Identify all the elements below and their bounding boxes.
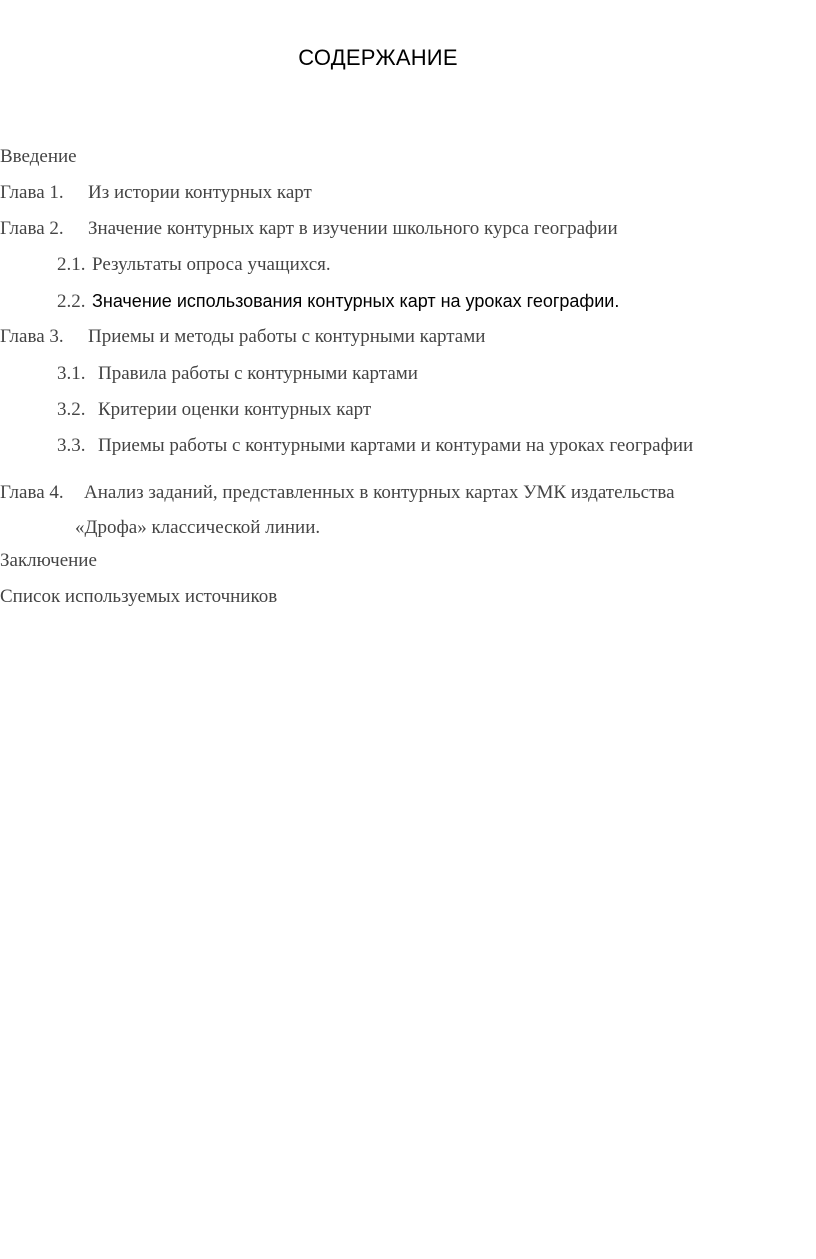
toc-chapter-3-number: Глава 3. — [0, 326, 64, 347]
toc-section-3-1-number: 3.1. — [57, 363, 86, 384]
toc-chapter-4-number: Глава 4. — [0, 482, 64, 503]
page-title: СОДЕРЖАНИЕ — [298, 45, 458, 70]
toc-section-2-2-text: Значение использования контурных карт на уроках географии. — [92, 291, 620, 311]
toc-section-3-2-text: Критерии оценки контурных карт — [98, 399, 372, 420]
toc-section-3-3 — [57, 435, 693, 457]
toc-section-2-1 — [57, 254, 331, 276]
toc-section-3-1 — [57, 363, 418, 385]
toc-chapter-2-number: Глава 2. — [0, 218, 64, 239]
toc-conclusion: Заключение — [0, 550, 97, 571]
toc-chapter-4-continuation: «Дрофа» классической линии. — [75, 517, 321, 538]
toc-chapter-3-text: Приемы и методы работы с контурными картами — [88, 326, 486, 347]
toc-section-2-2-number: 2.2. — [57, 291, 86, 312]
toc-introduction: Введение — [0, 146, 77, 167]
toc-sources: Список используемых источников — [0, 586, 278, 607]
toc-section-2-2 — [57, 290, 619, 313]
toc-section-3-1-text: Правила работы с контурными картами — [98, 363, 418, 384]
toc-section-2-1-number: 2.1. — [57, 254, 86, 275]
toc-chapter-3 — [0, 326, 485, 348]
toc-chapter-1-number: Глава 1. — [0, 182, 64, 203]
toc-chapter-1-text: Из истории контурных карт — [88, 182, 312, 203]
toc-chapter-2 — [0, 218, 618, 240]
toc-section-3-3-number: 3.3. — [57, 435, 86, 456]
toc-section-3-2 — [57, 399, 371, 421]
toc-section-3-3-text: Приемы работы с контурными картами и контурами на уроках географии — [98, 435, 694, 456]
toc-section-3-2-number: 3.2. — [57, 399, 86, 420]
toc-chapter-4 — [0, 482, 675, 504]
toc-section-2-1-text: Результаты опроса учащихся. — [92, 254, 331, 275]
toc-chapter-2-text: Значение контурных карт в изучении школьного курса географии — [88, 218, 618, 239]
toc-chapter-4-text: Анализ заданий, представленных в контурных картах УМК издательства — [84, 482, 675, 503]
toc-chapter-1 — [0, 182, 312, 204]
